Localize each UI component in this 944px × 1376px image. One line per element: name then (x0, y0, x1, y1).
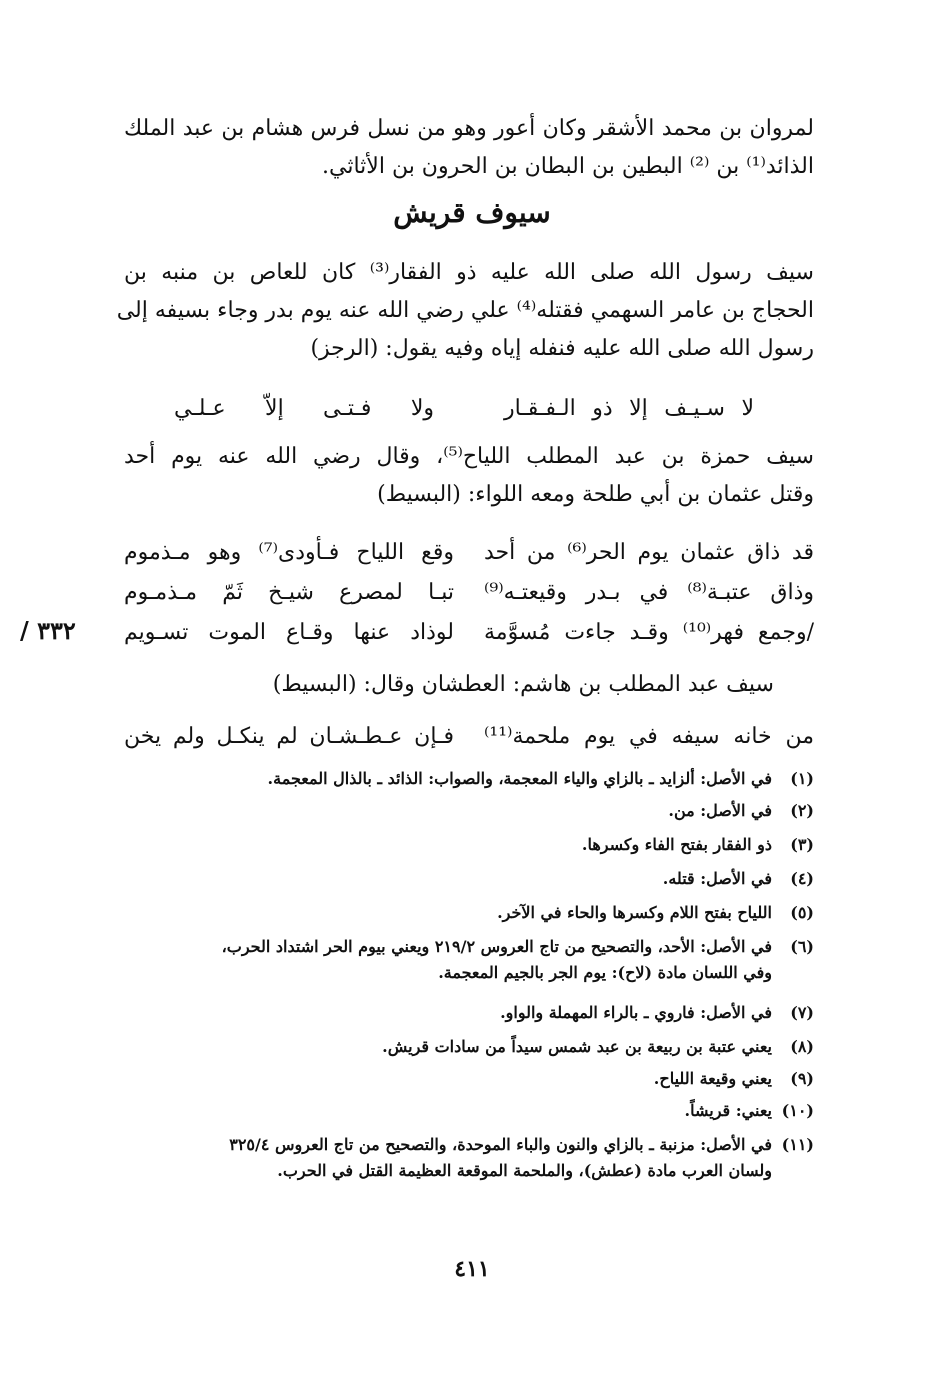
footnote-text: ذو الفقار بفتح الفاء وكسرها. (581, 835, 772, 854)
footnote-text: في الأصل: فاروي ـ بالراء المهملة والواو. (500, 1003, 772, 1022)
footnote-text: يعني: قريشاً. (684, 1101, 772, 1120)
footnote-9 (124, 1066, 814, 1092)
prophet-line-1: سيف رسول الله صلى الله عليه ذو الفقار⁽³⁾ كان للعاص بن منبه بن (124, 260, 814, 285)
footnote-text: اللياح بفتح اللام وكسرها والحاء في الآخر. (497, 903, 772, 922)
poem-verse-1-hemistich-2: وقع اللياح فـأودى⁽⁷⁾ وهو مـذموم (124, 540, 455, 565)
poem-verse-1-hemistich-1: قد ذاق عثمان يوم الحر⁽⁶⁾ من أحد (484, 540, 814, 565)
footnote-number: (٥) (790, 903, 814, 922)
poem-verse-2 (124, 576, 814, 610)
footnote-number: (٩) (790, 1069, 814, 1088)
footnote-text: يعني عتبة بن ربيعة بن عبد شمس سيداً من سادات قريش. (382, 1037, 772, 1056)
footnote-number: (١) (790, 769, 814, 788)
footnote-4 (124, 866, 814, 892)
footnote-number: (١١) (781, 1135, 814, 1154)
footnote-continuation: ولسان العرب مادة (عطش)، والملحمة الموقعة العظيمة القتل في الحرب. (277, 1161, 772, 1180)
page-number: ٤١١ (454, 1256, 490, 1282)
verse-1-hemistich-2: ولا فـتـى إلاّ عـلـي (174, 396, 434, 421)
footnote-text: في الأصل: مزنبة ـ بالزاي والنون والباء الموحدة، والتصحيح من تاج العروس ٣٢٥/٤ (229, 1135, 772, 1154)
footnote-continuation: وفي اللسان مادة (لاح): يوم الجر بالجيم المعجمة. (438, 963, 772, 982)
intro-line-2: الذائد⁽¹⁾ بن ⁽²⁾ البطين بن البطان بن الحرون بن الأثاثي. (322, 154, 814, 179)
verse-2-hemistich-2: فـإن عـطـشـان لم ينكـل ولم يخن (124, 724, 454, 749)
verse-1-hemistich-1: لا سـيـف إلا ذو الـفـقـار (504, 396, 754, 421)
poem-verse-3-hemistich-1: /وجمع فهر⁽¹⁰⁾ وقـد جاءت مُسوَّمة (484, 620, 814, 645)
verse-2-hemistich-1: من خانه سيفه في يوم ملحمة⁽¹¹⁾ (484, 724, 814, 749)
abdulmuttalib-line (154, 668, 814, 702)
verse-2 (124, 720, 814, 754)
hamza-line-2: وقتل عثمان بن أبي طلحة ومعه اللواء: (البسيط) (377, 482, 814, 507)
footnote-number: (١٠) (781, 1101, 814, 1120)
prophet-line-3: رسول الله صلى الله عليه فنفله إياه وفيه يقول: (الرجز) (310, 336, 814, 361)
footnote-number: (٢) (790, 801, 814, 820)
footnote-number: (٣) (790, 835, 814, 854)
poem-verse-2-hemistich-2: تبـا لمصرع شيـخ ثَمّ مـذمـوم (124, 580, 454, 605)
hamza-line-1: سيف حمزة بن عبد المطلب اللياح⁽⁵⁾، وقال رضي الله عنه يوم أحد (124, 444, 814, 469)
footnote-10 (124, 1098, 814, 1124)
footnote-number: (٨) (790, 1037, 814, 1056)
footnote-3 (124, 832, 814, 858)
footnote-number: (٦) (790, 937, 814, 956)
footnote-text: في الأصل: ألزايد ـ بالزاي والياء المعجمة، والصواب: الذائد ـ بالذال المعجمة. (267, 769, 772, 788)
footnote-number: (٧) (790, 1003, 814, 1022)
margin-folio-number: ٣٣٢ / (20, 616, 76, 645)
poem-verse-2-hemistich-1: وذاق عتبـة⁽⁸⁾ في بـدر وقيعتـه⁽⁹⁾ (484, 580, 814, 605)
poem-verse-1 (124, 536, 814, 570)
footnote-2 (124, 798, 814, 824)
footnote-8 (124, 1034, 814, 1060)
footnote-text: يعني وقيعة اللياح. (653, 1069, 772, 1088)
section-heading: سيوف قريش (393, 196, 551, 229)
footnote-text: في الأصل: الأحد، والتصحيح من تاج العروس ٢١٩/٢ ويعني بيوم الحر اشتداد الحرب، (221, 937, 772, 956)
footnote-text: في الأصل: من. (668, 801, 772, 820)
poem-verse-3 (124, 616, 814, 650)
footnote-5 (124, 900, 814, 926)
verse-1 (174, 392, 754, 426)
intro-line-1: لمروان بن محمد الأشقر وكان أعور وهو من نسل فرس هشام بن عبد الملك (124, 116, 814, 141)
abdulmuttalib-text: سيف عبد المطلب بن هاشم: العطشان وقال: (البسيط) (272, 672, 774, 697)
footnote-1 (124, 766, 814, 792)
footnote-6 (124, 934, 814, 986)
footnote-11 (124, 1132, 814, 1184)
prophet-line-2: الحجاج بن عامر السهمي فقتله⁽⁴⁾ علي رضي الله عنه يوم بدر وجاء بسيفه إلى (116, 298, 814, 323)
footnote-7 (124, 1000, 814, 1026)
footnote-number: (٤) (790, 869, 814, 888)
poem-verse-3-hemistich-2: لوذاد عنها وقـاع الموت تسـويم (124, 620, 454, 645)
footnote-text: في الأصل: قتله. (662, 869, 772, 888)
